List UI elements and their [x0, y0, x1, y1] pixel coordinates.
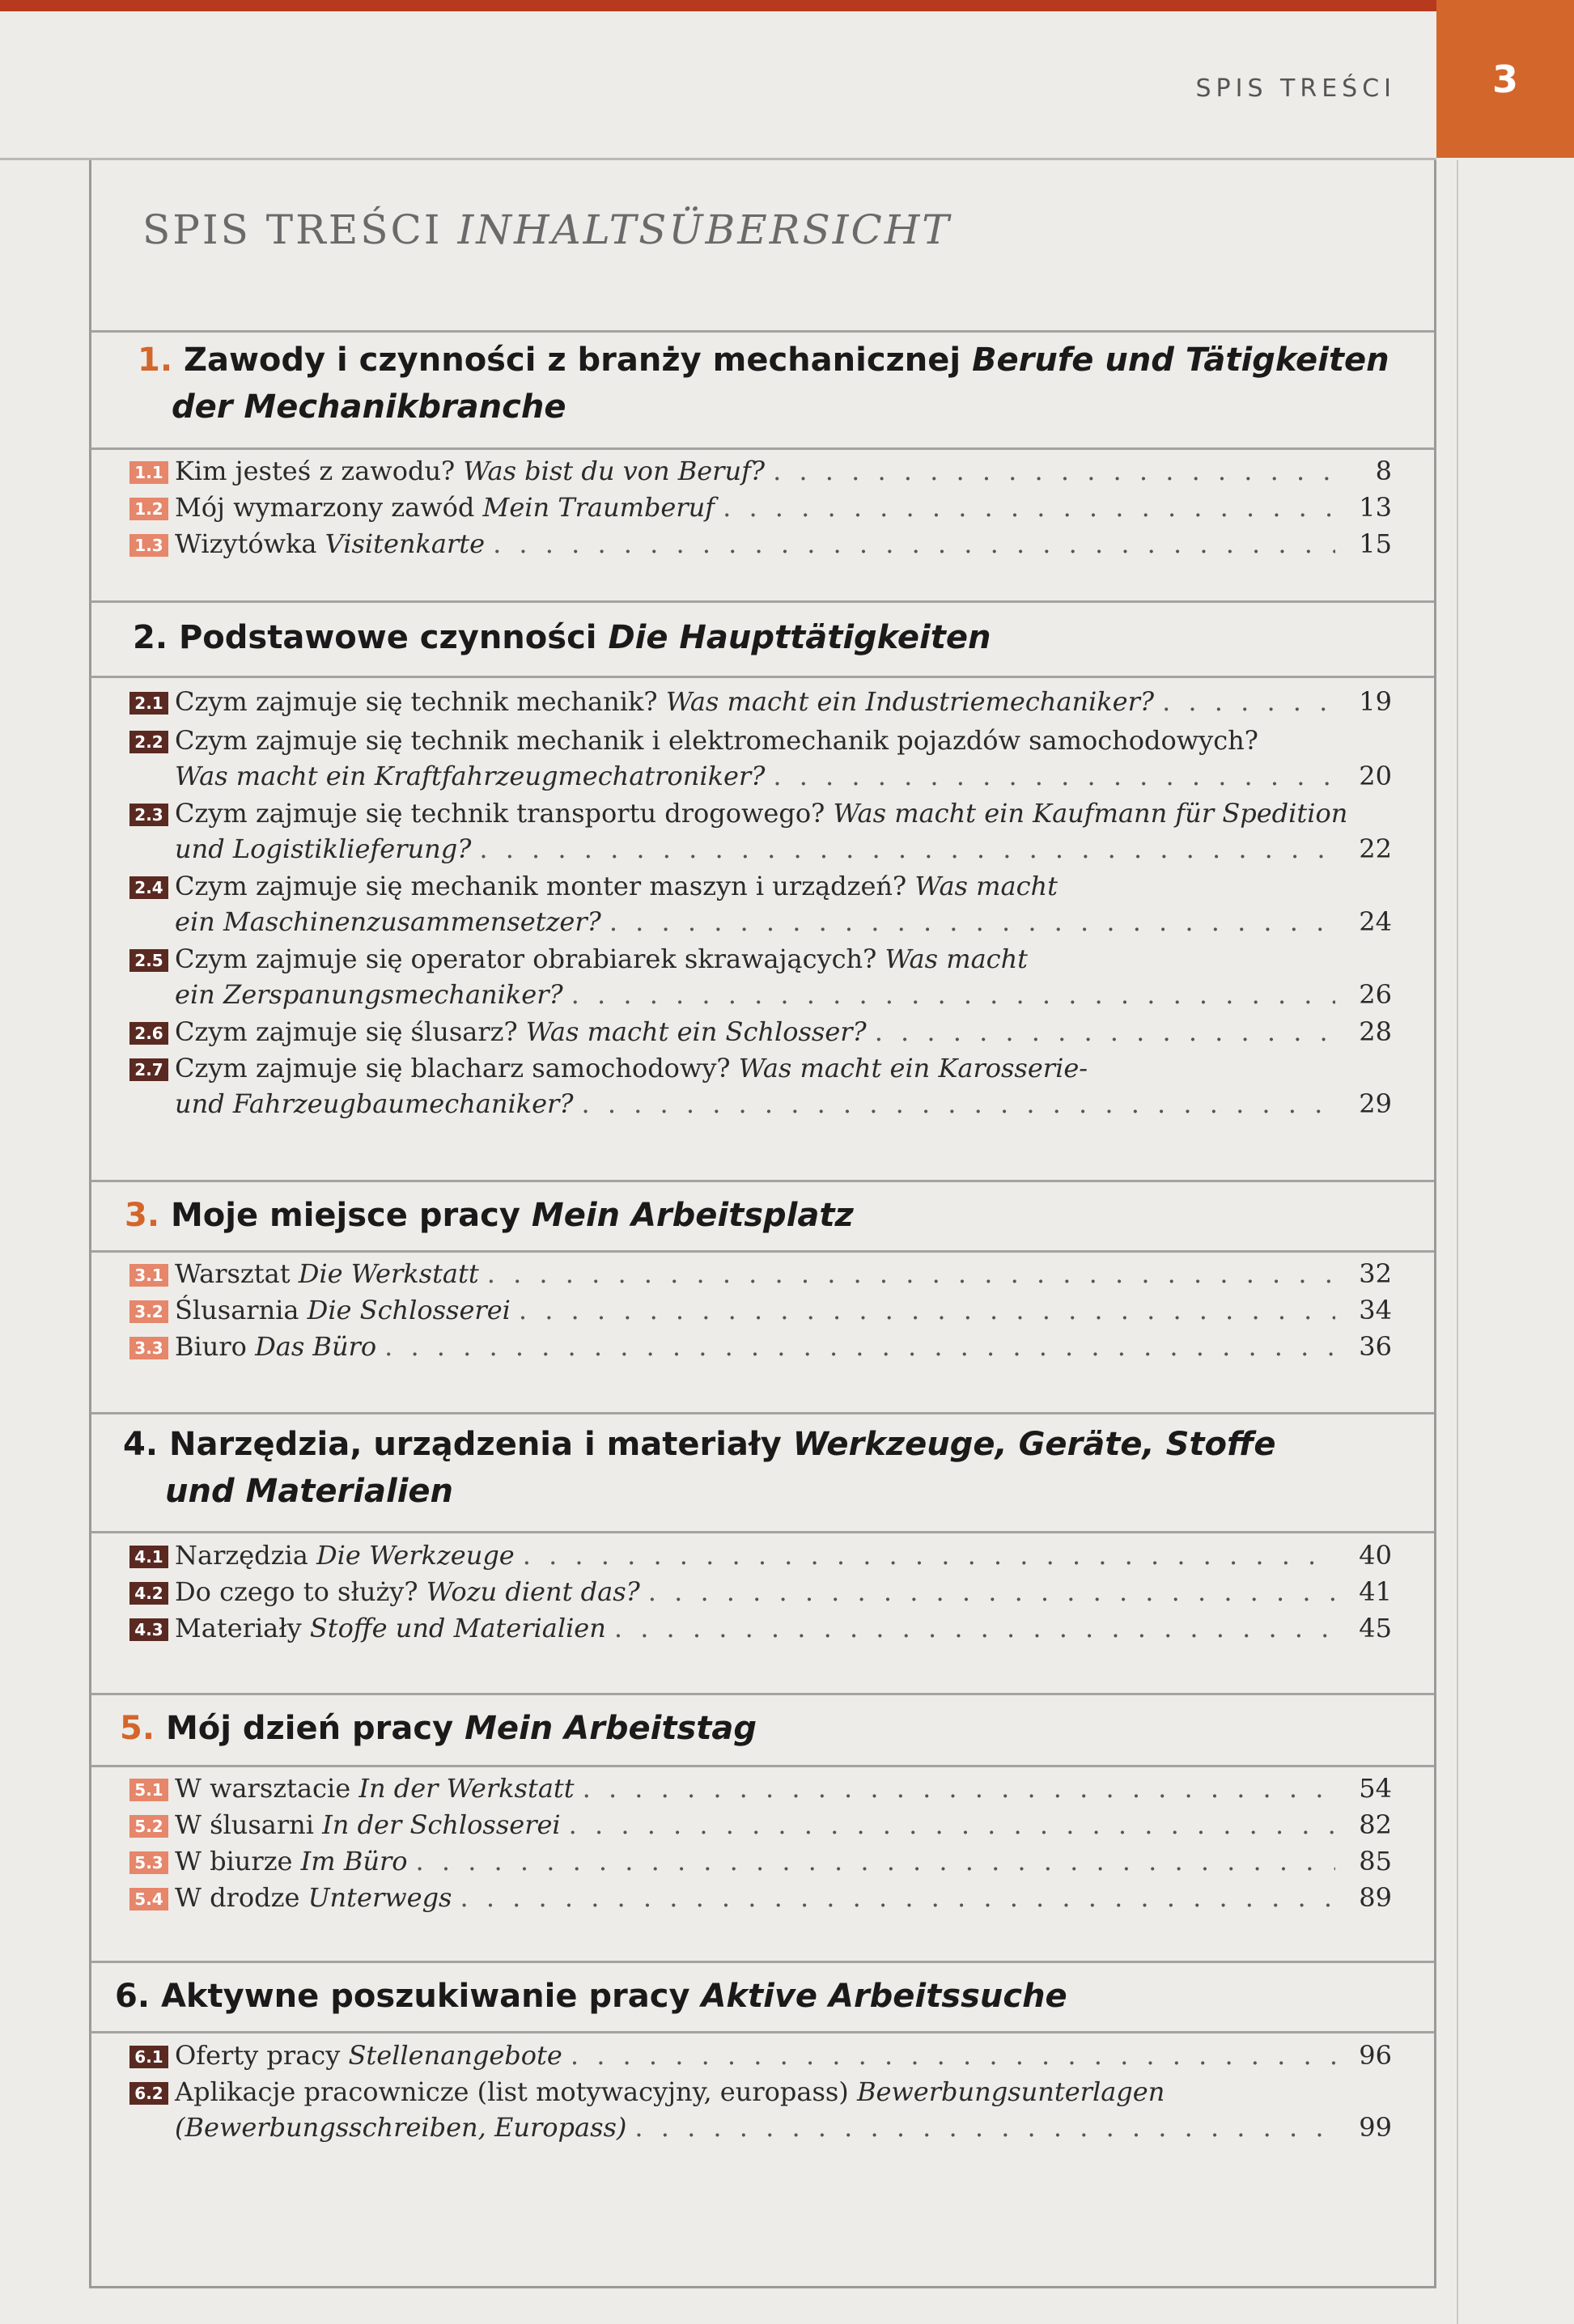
entry-de: Die Werkstatt [298, 1258, 479, 1289]
entry-pl: W warsztacie [175, 1773, 351, 1804]
entry-page: 54 [1359, 1773, 1392, 1804]
entry-pl: Narzędzia [175, 1540, 308, 1571]
toc-entry[interactable] [129, 2074, 1392, 2145]
section-heading-2 [91, 600, 1434, 678]
entry-page: 89 [1359, 1882, 1392, 1913]
entry-badge: 6.2 [129, 2082, 168, 2105]
entry-pl: Biuro [175, 1331, 247, 1362]
toc-entry[interactable] [129, 1292, 1392, 1328]
leader-dots [493, 526, 1335, 562]
entry-badge: 1.1 [129, 461, 168, 484]
entry-de-cont: (Bewerbungsschreiben, Europass) [175, 2112, 627, 2143]
toc-entry[interactable] [129, 868, 1392, 939]
entry-badge: 5.2 [129, 1815, 168, 1838]
entry-badge: 2.6 [129, 1022, 168, 1045]
toc-entry[interactable] [129, 1574, 1392, 1609]
entry-pl: Czym zajmuje się blacharz samochodowy? [175, 1053, 731, 1084]
running-header: SPIS TREŚCI [1195, 74, 1396, 103]
entry-pl: Czym zajmuje się ślusarz? [175, 1016, 518, 1047]
leader-dots [1162, 684, 1335, 719]
page-title [142, 206, 952, 253]
page-number: 3 [1491, 57, 1518, 101]
entry-de: Wozu dient das? [426, 1576, 640, 1607]
entry-pl: Ślusarnia [175, 1295, 299, 1325]
entry-de: Bewerbungsunterlagen [856, 2076, 1165, 2107]
top-edge-band [0, 0, 1574, 11]
entry-de: Was macht ein Karosserie- [738, 1053, 1088, 1084]
section-number: 4. [123, 1426, 159, 1463]
toc-entry[interactable] [129, 941, 1392, 1012]
entry-de: Was macht ein Kaufmann für Spedition [833, 798, 1348, 829]
entry-badge: 1.3 [129, 534, 168, 557]
margin-rule [1457, 160, 1458, 2324]
section-title-de: Mein Arbeitsplatz [531, 1197, 854, 1234]
entry-de: Was bist du von Beruf? [463, 456, 766, 486]
entry-page: 32 [1359, 1258, 1392, 1289]
entry-page: 19 [1359, 686, 1392, 717]
toc-entry[interactable] [129, 2038, 1392, 2073]
entry-badge: 4.1 [129, 1546, 168, 1568]
entry-badge: 2.7 [129, 1058, 168, 1081]
entry-badge: 3.3 [129, 1337, 168, 1359]
entry-pl: Mój wymarzony zawód [175, 492, 475, 523]
toc-entry[interactable] [129, 1537, 1392, 1573]
entry-badge: 1.2 [129, 498, 168, 520]
entry-pl: W biurze [175, 1846, 293, 1877]
entry-de: Die Werkzeuge [316, 1540, 515, 1571]
section-number: 6. [115, 1978, 151, 2015]
entry-pl: Czym zajmuje się technik transportu drogowego? [175, 798, 825, 829]
entry-de: Was macht [914, 871, 1058, 901]
entry-badge: 2.4 [129, 876, 168, 899]
toc-entry[interactable] [129, 490, 1392, 525]
entry-de: Unterwegs [308, 1882, 452, 1913]
entry-pl: W drodze [175, 1882, 300, 1913]
entry-de-cont: und Logistiklieferung? [175, 833, 472, 864]
section-number: 5. [120, 1710, 155, 1747]
entry-page: 20 [1359, 761, 1392, 791]
entry-pl: Materiały [175, 1613, 302, 1643]
entry-page: 85 [1359, 1846, 1392, 1877]
entry-pl: Czym zajmuje się mechanik monter maszyn i urządzeń? [175, 871, 907, 901]
entry-badge: 5.3 [129, 1851, 168, 1874]
section-title-de: Mein Arbeitstag [465, 1710, 757, 1747]
section-number: 1. [138, 341, 173, 379]
entry-badge: 3.1 [129, 1264, 168, 1287]
leader-dots [723, 490, 1335, 525]
entry-page: 96 [1359, 2040, 1392, 2071]
section-title-de-cont: und Materialien [165, 1473, 454, 1510]
entry-pl: Czym zajmuje się technik mechanik? [175, 686, 658, 717]
entry-page: 36 [1359, 1331, 1392, 1362]
entry-page: 15 [1359, 528, 1392, 559]
entry-badge: 6.1 [129, 2046, 168, 2068]
leader-dots [523, 1537, 1335, 1573]
leader-dots [583, 1771, 1335, 1806]
toc-entry[interactable] [129, 453, 1392, 489]
entry-de: Die Schlosserei [307, 1295, 511, 1325]
section-heading-6 [91, 1961, 1434, 2034]
toc-entry[interactable] [129, 795, 1392, 867]
entry-page: 45 [1359, 1613, 1392, 1643]
toc-entry[interactable] [129, 684, 1392, 719]
entry-de: Im Büro [300, 1846, 408, 1877]
entry-badge: 3.2 [129, 1300, 168, 1323]
entry-de: In der Schlosserei [322, 1809, 561, 1840]
section-title-de: Aktive Arbeitssuche [701, 1978, 1067, 2015]
section-heading-3 [91, 1180, 1434, 1253]
entry-de-cont: ein Zerspanungsmechaniker? [175, 979, 563, 1010]
leader-dots [479, 831, 1335, 867]
entry-badge: 4.3 [129, 1618, 168, 1641]
entry-page: 26 [1359, 979, 1392, 1010]
leader-dots [384, 1329, 1335, 1364]
leader-dots [614, 1610, 1335, 1646]
entry-pl: W ślusarni [175, 1809, 314, 1840]
leader-dots [648, 1574, 1335, 1609]
toc-entry[interactable] [129, 1610, 1392, 1646]
section-title-pl: Narzędzia, urządzenia i materiały [168, 1426, 782, 1463]
leader-dots [416, 1843, 1336, 1879]
entry-de: Was macht ein Industriemechaniker? [665, 686, 1155, 717]
leader-dots [634, 2110, 1335, 2145]
entry-page: 29 [1359, 1088, 1392, 1119]
leader-dots [569, 1807, 1335, 1843]
section-number: 2. [133, 619, 168, 656]
toc-entry[interactable] [129, 723, 1392, 794]
toc-entry[interactable] [129, 1014, 1392, 1050]
leader-dots [571, 2038, 1335, 2073]
section-title-de: Werkzeuge, Geräte, Stoffe [792, 1426, 1276, 1463]
toc-entry[interactable] [129, 1880, 1392, 1915]
leader-dots [875, 1014, 1335, 1050]
toc-entry[interactable] [129, 1329, 1392, 1364]
entry-de: Das Büro [255, 1331, 377, 1362]
leader-dots [487, 1256, 1335, 1291]
leader-dots [773, 758, 1335, 794]
entry-pl: Kim jesteś z zawodu? [175, 456, 456, 486]
entry-page: 41 [1359, 1576, 1392, 1607]
entry-pl: Wizytówka [175, 528, 317, 559]
entry-de: Was macht ein Kraftfahrzeugmechatroniker? [175, 761, 766, 791]
entry-de-cont: und Fahrzeugbaumechaniker? [175, 1088, 574, 1119]
leader-dots [519, 1292, 1335, 1328]
section-heading-1 [91, 330, 1434, 450]
entry-de: Was macht [885, 944, 1029, 974]
section-title-pl: Mój dzień pracy [165, 1710, 454, 1747]
entry-page: 99 [1359, 2112, 1392, 2143]
section-heading-4 [91, 1412, 1434, 1533]
toc-entry[interactable] [129, 1771, 1392, 1806]
section-title-de: Die Haupttätigkeiten [608, 619, 991, 656]
entry-badge: 2.5 [129, 949, 168, 972]
toc-entry[interactable] [129, 1256, 1392, 1291]
leader-dots [581, 1086, 1335, 1122]
toc-entry[interactable] [129, 1807, 1392, 1843]
entry-page: 28 [1359, 1016, 1392, 1047]
entry-pl: Aplikacje pracownicze (list motywacyjny, europass) [175, 2076, 849, 2107]
toc-entry[interactable] [129, 1843, 1392, 1879]
entry-de: Visitenkarte [325, 528, 486, 559]
entry-page: 22 [1359, 833, 1392, 864]
entry-badge: 2.3 [129, 804, 168, 826]
entry-pl: Czym zajmuje się technik mechanik i elektromechanik pojazdów samochodowych? [175, 725, 1258, 756]
entry-pl: Oferty pracy [175, 2040, 341, 2071]
entry-page: 82 [1359, 1809, 1392, 1840]
entry-pl: Warsztat [175, 1258, 291, 1289]
section-title-pl: Zawody i czynności z branży mechanicznej [183, 341, 961, 379]
leader-dots [773, 453, 1335, 489]
entry-page: 8 [1375, 456, 1392, 486]
leader-dots [571, 977, 1335, 1012]
entry-badge: 4.2 [129, 1582, 168, 1605]
entry-page: 34 [1359, 1295, 1392, 1325]
entry-pl: Czym zajmuje się operator obrabiarek skrawających? [175, 944, 877, 974]
section-title-de: Berufe und Tätigkeiten [972, 341, 1389, 379]
title-pl: SPIS TREŚCI [142, 206, 443, 253]
entry-de-cont: ein Maschinenzusammensetzer? [175, 906, 601, 937]
entry-badge: 5.1 [129, 1779, 168, 1801]
toc-entry[interactable] [129, 1050, 1392, 1122]
entry-de: In der Werkstatt [358, 1773, 575, 1804]
entry-badge: 2.2 [129, 731, 168, 753]
leader-dots [460, 1880, 1335, 1915]
entry-pl: Do czego to służy? [175, 1576, 418, 1607]
section-number: 3. [125, 1197, 160, 1234]
title-de: INHALTSÜBERSICHT [457, 206, 952, 253]
entry-de: Stoffe und Materialien [309, 1613, 606, 1643]
entry-page: 13 [1359, 492, 1392, 523]
entry-de: Stellenangebote [348, 2040, 562, 2071]
section-title-pl: Aktywne poszukiwanie pracy [160, 1978, 690, 2015]
entry-badge: 2.1 [129, 692, 168, 715]
entry-badge: 5.4 [129, 1888, 168, 1911]
entry-page: 24 [1359, 906, 1392, 937]
section-title-pl: Moje miejsce pracy [170, 1197, 520, 1234]
toc-entry[interactable] [129, 526, 1392, 562]
section-title-pl: Podstawowe czynności [178, 619, 597, 656]
leader-dots [609, 904, 1335, 939]
section-heading-5 [91, 1693, 1434, 1767]
entry-de: Mein Traumberuf [482, 492, 715, 523]
entry-page: 40 [1359, 1540, 1392, 1571]
section-title-de-cont: der Mechanikbranche [172, 388, 566, 426]
page-number-tab [1436, 0, 1574, 158]
entry-de: Was macht ein Schlosser? [525, 1016, 867, 1047]
